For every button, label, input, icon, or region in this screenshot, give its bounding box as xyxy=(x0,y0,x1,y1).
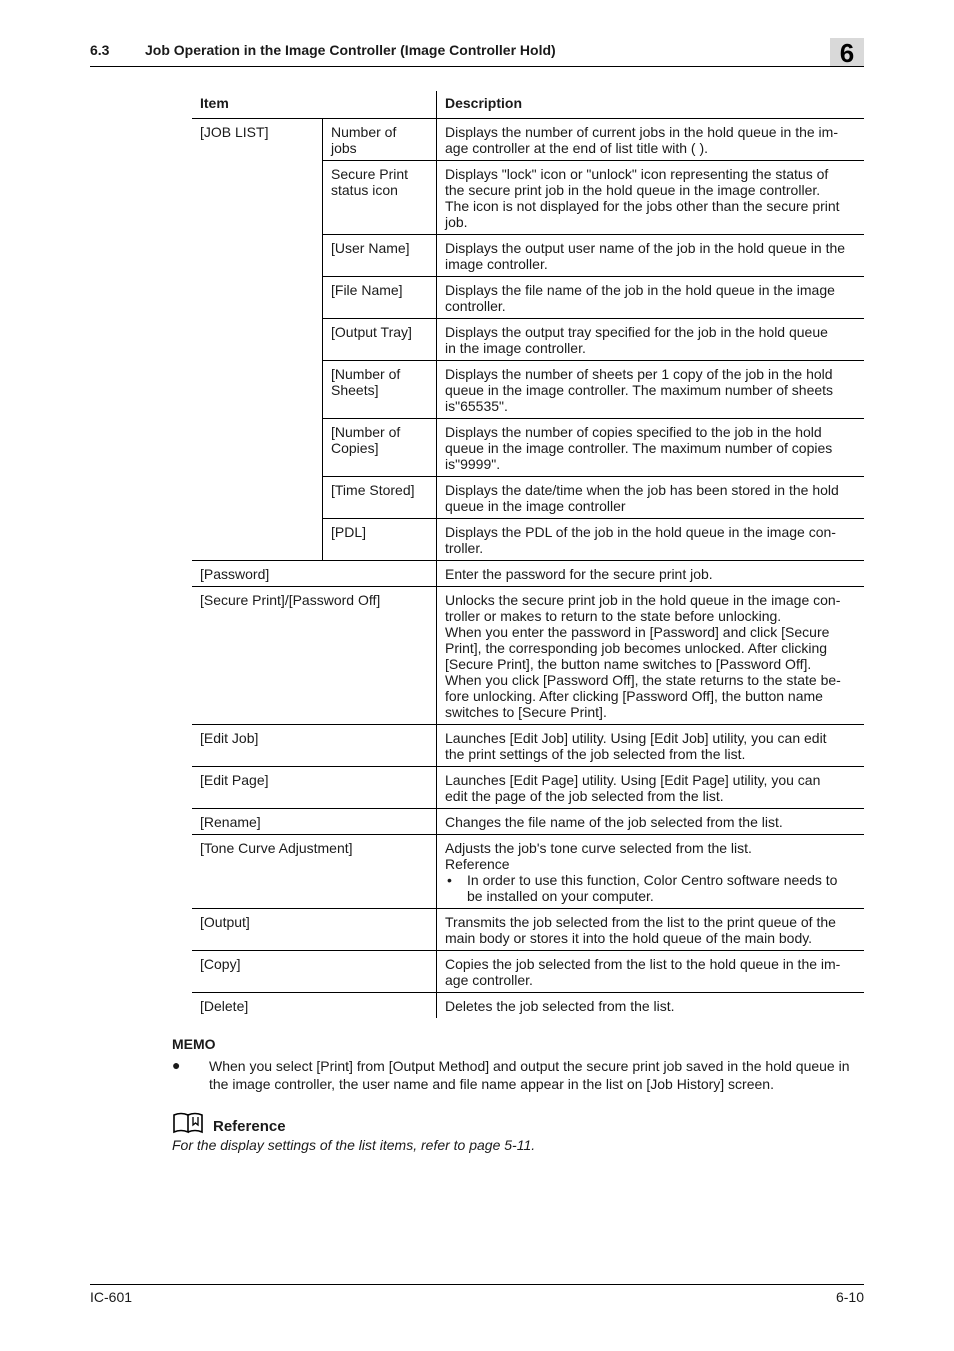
sub-item-cell xyxy=(323,477,437,519)
description-cell xyxy=(437,951,865,993)
text-line: troller or makes to return to the state before unlocking. xyxy=(445,608,782,624)
bullet-text: In order to use this function, Color Centro software needs to xyxy=(467,872,838,888)
footer-model: IC-601 xyxy=(90,1289,133,1305)
item-cell: [Rename] xyxy=(192,809,437,835)
description-cell xyxy=(437,419,865,477)
table-row xyxy=(192,993,864,1019)
sub-item-cell xyxy=(323,161,437,235)
text-line: switches to [Secure Print]. xyxy=(445,704,607,720)
sub-item-cell xyxy=(323,361,437,419)
reference-text: For the display settings of the list items, refer to page 5-11. xyxy=(172,1137,536,1153)
table-header-row xyxy=(192,91,864,119)
table-row xyxy=(192,767,864,809)
text-line: Displays the number of copies specified to the job in the hold xyxy=(445,424,822,440)
text-line: [Output Tray] xyxy=(331,324,412,340)
sub-item-cell xyxy=(323,519,437,561)
table-row xyxy=(192,909,864,951)
description-cell xyxy=(437,119,865,161)
section-number: 6.3 xyxy=(90,42,110,58)
text-line: [PDL] xyxy=(331,524,367,540)
reference-title: Reference xyxy=(213,1118,286,1135)
header-description: Description xyxy=(437,91,865,119)
description-cell xyxy=(437,909,865,951)
sub-item-cell xyxy=(323,277,437,319)
text-line: Sheets] xyxy=(331,382,379,398)
memo-title: MEMO xyxy=(172,1036,216,1052)
text-line: is"65535". xyxy=(445,398,508,414)
description-cell xyxy=(437,587,865,725)
table-row xyxy=(192,725,864,767)
text-line: When you enter the password in [Password] and click [Secure xyxy=(445,624,830,640)
section-title: Job Operation in the Image Controller (Image Controller Hold) xyxy=(145,42,556,58)
text-line: Launches [Edit Job] utility. Using [Edit Job] utility, you can edit xyxy=(445,730,827,746)
bullet-text: be installed on your computer. xyxy=(467,888,654,904)
book-icon xyxy=(172,1112,206,1134)
sub-item-cell xyxy=(323,319,437,361)
text-line: Deletes the job selected from the list. xyxy=(445,998,675,1014)
text-line: [File Name] xyxy=(331,282,403,298)
description-cell xyxy=(437,993,865,1019)
footer-divider xyxy=(90,1284,864,1285)
memo-bullet: ● xyxy=(172,1057,181,1073)
item-cell: [Delete] xyxy=(200,998,249,1014)
text-line: image controller. xyxy=(445,256,548,272)
text-line: When you click [Password Off], the state returns to the state be- xyxy=(445,672,841,688)
text-line: [Number of xyxy=(331,424,401,440)
table-row xyxy=(192,587,864,725)
text-line: Displays the number of sheets per 1 copy of the job in the hold xyxy=(445,366,833,382)
table-row xyxy=(192,561,864,587)
text-line: Transmits the job selected from the list to the print queue of the xyxy=(445,914,836,930)
description-cell xyxy=(437,477,865,519)
text-line: [Secure Print], the button name switches to [Password Off]. xyxy=(445,656,812,672)
text-line: Copies] xyxy=(331,440,379,456)
text-line: Launches [Edit Page] utility. Using [Edit Page] utility, you can xyxy=(445,772,821,788)
item-cell: [Password] xyxy=(192,561,437,587)
text-line: status icon xyxy=(331,182,398,198)
text-line: the print settings of the job selected from the list. xyxy=(445,746,746,762)
description-cell xyxy=(437,835,865,909)
memo-text: When you select [Print] from [Output Method] and output the secure print job saved in the hold queue in the image controller, the user name and file name appear in the list on [Job History] screen. xyxy=(209,1058,850,1092)
table-row xyxy=(192,809,864,835)
text-line: Unlocks the secure print job in the hold queue in the image con- xyxy=(445,592,841,608)
description-cell xyxy=(437,725,865,767)
text-line: Number of xyxy=(331,124,397,140)
description-cell xyxy=(437,809,865,835)
text-line: controller. xyxy=(445,298,506,314)
text-line: fore unlocking. After clicking [Password Off], the button name xyxy=(445,688,823,704)
bullet-marker: • xyxy=(447,872,452,888)
page-header xyxy=(90,40,864,67)
text-line: queue in the image controller. The maximum number of copies xyxy=(445,440,833,456)
description-cell xyxy=(437,767,865,809)
text-line: Changes the file name of the job selected from the list. xyxy=(445,814,783,830)
item-job-list: [JOB LIST] xyxy=(192,119,323,561)
text-line: edit the page of the job selected from the list. xyxy=(445,788,724,804)
text-line: main body or stores it into the hold queue of the main body. xyxy=(445,930,813,946)
chapter-tab: 6 xyxy=(830,38,864,66)
item-description-table xyxy=(192,91,864,1018)
text-line: Displays the output tray specified for the job in the hold queue xyxy=(445,324,828,340)
description-cell xyxy=(437,519,865,561)
text-line: Displays the output user name of the job in the hold queue in the xyxy=(445,240,846,256)
sub-item-cell xyxy=(323,419,437,477)
text-line: jobs xyxy=(331,140,357,156)
item-cell: [Edit Job] xyxy=(192,725,437,767)
text-line: is"9999". xyxy=(445,456,501,472)
item-cell: [Edit Page] xyxy=(192,767,437,809)
text-line: [Number of xyxy=(331,366,401,382)
description-cell xyxy=(437,161,865,235)
text-line: job. xyxy=(445,214,468,230)
text-line: age controller. xyxy=(445,972,533,988)
text-line: Enter the password for the secure print job. xyxy=(445,566,713,582)
text-line: Print], the corresponding job becomes unlocked. After clicking xyxy=(445,640,828,656)
text-line: the secure print job in the hold queue in the image controller. xyxy=(445,182,821,198)
text-line: [Time Stored] xyxy=(331,482,415,498)
bullet-item-continued xyxy=(445,888,856,904)
text-line: age controller at the end of list title with ( ). xyxy=(445,140,709,156)
bullet-item xyxy=(445,872,856,888)
table-body xyxy=(192,119,864,1019)
text-line: Displays the number of current jobs in the hold queue in the im- xyxy=(445,124,838,140)
text-line: Secure Print xyxy=(331,166,409,182)
item-cell: [Copy] xyxy=(192,951,437,993)
text-line: Displays the date/time when the job has been stored in the hold xyxy=(445,482,839,498)
text-line: Reference xyxy=(445,856,510,872)
text-line: in the image controller. xyxy=(445,340,586,356)
text-line: [User Name] xyxy=(331,240,410,256)
item-cell: [Tone Curve Adjustment] xyxy=(192,835,437,909)
table-row xyxy=(192,951,864,993)
text-line: The icon is not displayed for the jobs other than the secure print xyxy=(445,198,840,214)
text-line: troller. xyxy=(445,540,484,556)
sub-item-cell xyxy=(323,119,437,161)
text-line: queue in the image controller xyxy=(445,498,626,514)
item-cell: [Secure Print]/[Password Off] xyxy=(192,587,437,725)
table-row xyxy=(192,835,864,909)
header-item: Item xyxy=(200,95,229,111)
footer-page-number: 6-10 xyxy=(835,1289,864,1305)
description-cell xyxy=(437,319,865,361)
text-line: Displays the PDL of the job in the hold queue in the image con- xyxy=(445,524,836,540)
text-line: Adjusts the job's tone curve selected from the list. xyxy=(445,840,752,856)
item-cell: [Output] xyxy=(192,909,437,951)
text-line: Copies the job selected from the list to the hold queue in the im- xyxy=(445,956,841,972)
description-cell xyxy=(437,361,865,419)
text-line: queue in the image controller. The maximum number of sheets xyxy=(445,382,834,398)
text-line: Displays "lock" icon or "unlock" icon representing the status of xyxy=(445,166,829,182)
description-cell xyxy=(437,561,865,587)
description-cell xyxy=(437,277,865,319)
sub-item-cell xyxy=(323,235,437,277)
description-cell xyxy=(437,235,865,277)
text-line: Displays the file name of the job in the hold queue in the image xyxy=(445,282,835,298)
table-row xyxy=(192,119,864,161)
